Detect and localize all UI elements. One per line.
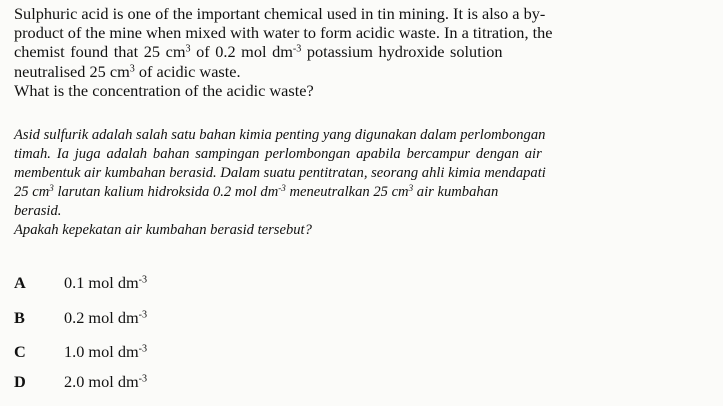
question-ms-line-4 [14,183,704,202]
superscript: 3 [129,63,135,75]
option-value [64,372,147,392]
text-segment: potassium hydroxide solution [301,42,503,62]
question-ms-line-1: Asid sulfurik adalah salah satu bahan kimia penting yang digunakan dalam perlombongan [14,127,546,143]
option-value [64,273,147,293]
superscript: 3 [185,43,191,55]
option-letter: C [14,342,26,361]
question-en-line-3 [14,42,704,61]
option-value [64,308,147,328]
option-letter: A [14,273,26,292]
question-en-line-1: Sulphuric acid is one of the important chemical used in tin mining. It is also a by- [14,4,546,23]
text-segment: air kumbahan [413,184,499,201]
option-exponent: -3 [138,274,148,286]
superscript: 3 [408,183,414,194]
superscript: -3 [278,183,286,194]
question-en-line-2: product of the mine when mixed with water to form acidic waste. In a titration, the [14,23,553,43]
text-segment: larutan kalium hidroksida 0.2 mol dm [53,184,279,201]
question-malay [14,126,704,241]
option-a[interactable] [14,272,147,294]
question-english [14,4,704,100]
question-ms-line-3: membentuk air kumbahan berasid. Dalam suatu pentitratan, seorang ahli kimia mendapati [14,165,546,182]
text-segment: chemist found that 25 cm [14,42,186,62]
option-exponent: -3 [138,309,148,321]
option-b[interactable] [14,307,147,329]
superscript: 3 [49,183,54,194]
option-letter: D [14,372,26,391]
option-text: 0.1 mol dm [64,273,139,292]
question-ms-line-2: timah. Ia juga adalah bahan sampingan perlombongan apabila bercampur dengan air [14,146,542,163]
question-en-prompt: What is the concentration of the acidic waste? [14,80,314,100]
option-exponent: -3 [138,343,148,355]
text-segment: of 0.2 mol dm [190,42,293,62]
option-text: 1.0 mol dm [64,342,139,361]
text-segment: neutralised 25 cm [14,61,130,81]
option-text: 0.2 mol dm [64,308,139,327]
option-letter: B [14,308,25,327]
text-segment: 25 cm [14,184,50,201]
option-text: 2.0 mol dm [64,372,139,391]
superscript: -3 [292,43,302,55]
option-c[interactable] [14,341,147,363]
question-ms-line-5: berasid. [14,203,62,220]
question-ms-prompt: Apakah kepekatan air kumbahan berasid tersebut? [14,222,312,239]
text-segment: meneutralkan 25 cm [285,184,409,201]
option-d[interactable] [14,371,147,393]
option-exponent: -3 [138,373,148,385]
question-en-line-4 [14,62,704,81]
text-segment: of acidic waste. [134,61,241,81]
option-value [64,342,147,362]
